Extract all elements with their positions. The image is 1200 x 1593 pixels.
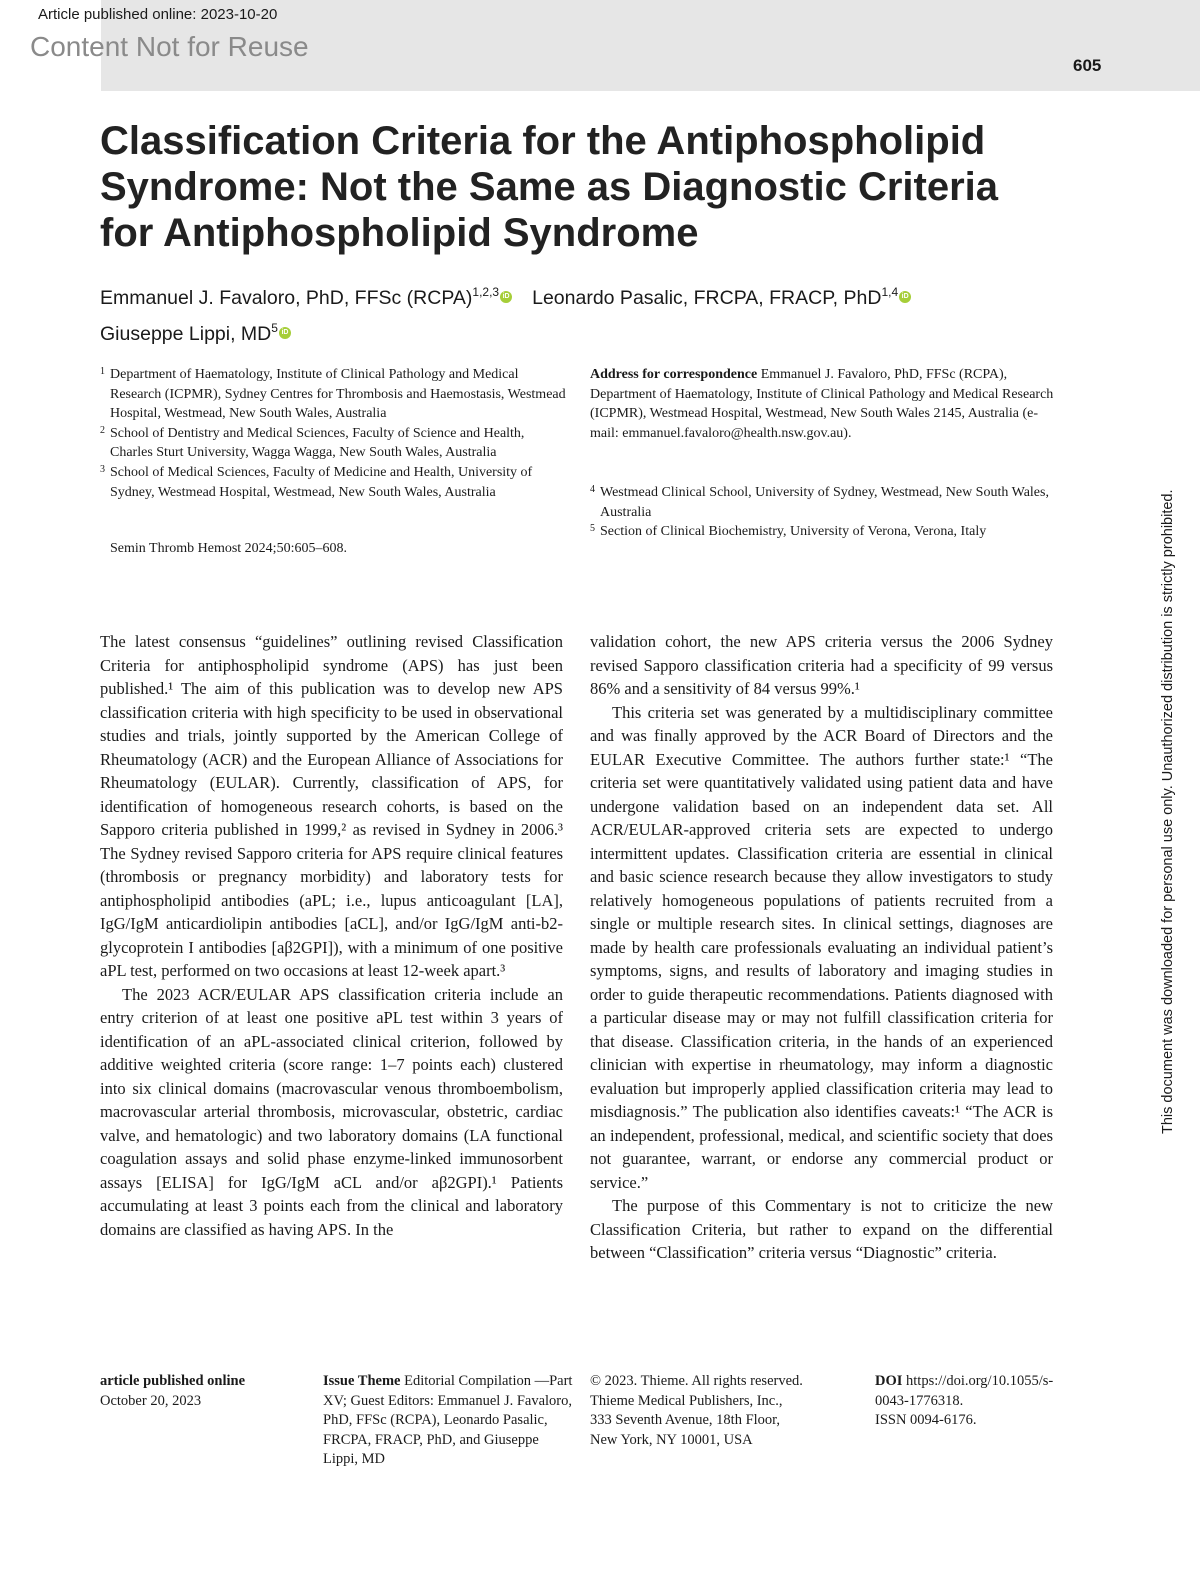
author-affil-ref: 1,4 (881, 285, 899, 299)
body-paragraph: The purpose of this Commentary is not to criticize the new Classification Criteria, but rather to expand on the differential between “Classification” criteria versus “Diagnostic” criteria. (590, 1196, 1053, 1262)
author-affil-ref: 5 (271, 321, 278, 335)
author-name: Emmanuel J. Favaloro, PhD, FFSc (RCPA) (100, 287, 473, 309)
author-name: Giuseppe Lippi, MD (100, 323, 272, 345)
footer-copyright: © 2023. Thieme. All rights reserved. Thieme Medical Publishers, Inc., 333 Seventh Avenue, 18th Floor, New York, NY 10001, USA (590, 1373, 803, 1448)
affiliation-item: 5 Section of Clinical Biochemistry, University of Verona, Verona, Italy (590, 523, 987, 540)
article-title: Classification Criteria for the Antiphospholipid Syndrome: Not the Same as Diagnostic Criteria for Antiphospholipid Syndrome (100, 119, 999, 255)
author-name: Leonardo Pasalic, FRCPA, FRACP, PhD (532, 287, 882, 309)
watermark-text: Content Not for Reuse (30, 31, 309, 62)
correspondence-label: Address for correspondence (590, 367, 758, 382)
body-paragraph: The latest consensus “guidelines” outlining revised Classification Criteria for antiphospholipid syndrome (APS) has just been published.¹ The aim of this publication was to develop new APS classification criteria with high specificity to be used in observational studies and trials, jointly supported by the American College of Rheumatology (ACR) and the European Alliance of Associations for Rheumatology (EULAR). Currently, classification of APS, for identification of homogeneous research cohorts, is based on the Sapporo criteria published in 1999,² as revised in Sydney in 2006.³ The Sydney revised Sapporo criteria for APS require clinical features (thrombosis or pregnancy morbidity) and laboratory tests for antiphospholipid antibodies (aPL; i.e., lupus anticoagulant [LA], IgG/IgM anticardiolipin antibodies [aCL], and/or IgG/IgM anti-b2-glycoprotein I antibodies [aβ2GPI]), with a minimum of one positive aPL test, performed on two occasions at least 12-week apart.³ (100, 632, 563, 980)
published-online-stamp: Article published online: 2023-10-20 (38, 6, 278, 23)
journal-citation: Semin Thromb Hemost 2024;50:605–608. (110, 541, 347, 556)
body-column-left (100, 630, 563, 1241)
affiliation-item: 4 Westmead Clinical School, University of Sydney, Westmead, New South Wales, Australia (590, 484, 1049, 520)
correspondence-text: Emmanuel J. Favaloro, PhD, FFSc (RCPA), Department of Haematology, Institute of Clinical Pathology and Medical Research (ICPMR), Westmead Hospital, Westmead, New South Wales 2145, Australia (e-mail: emmanuel.favaloro@health.nsw.gov.au). (590, 367, 1054, 441)
side-disclaimer: This document was downloaded for personal use only. Unauthorized distribution is strictly prohibited. (1160, 489, 1176, 1134)
body-column-right (590, 630, 1053, 1265)
doi-link[interactable]: https://doi.org/10.1055/s-0043-1776318. (875, 1373, 1054, 1409)
footer-issue-theme: Issue Theme Editorial Compilation —Part XV; Guest Editors: Emmanuel J. Favaloro, PhD, FFSc (RCPA), Leonardo Pasalic, FRCPA, FRACP, PhD, and Giuseppe Lippi, MD (323, 1373, 573, 1468)
body-paragraph: The 2023 ACR/EULAR APS classification criteria include an entry criterion of at least one positive aPL test within 3 years of identification of an aPL-associated clinical criterion, followed by additive weighted criteria (score range: 1–7 points each) clustered into six clinical domains (macrovascular venous thromboembolism, macrovascular arterial thrombosis, microvascular, obstetric, cardiac valve, and hematologic) and two laboratory domains (LA functional coagulation assays and solid phase enzyme-linked immunosorbent assays [ELISA] for IgG/IgM aCL and/or aβ2GPI).¹ Patients accumulating at least 3 points each from the clinical and laboratory domains are classified as having APS. In the (100, 984, 563, 1239)
orcid-icon[interactable]: iD (279, 327, 291, 339)
author-affil-ref: 1,2,3 (472, 285, 500, 299)
affiliations-right (590, 483, 1070, 542)
correspondence-address (590, 365, 1060, 443)
body-paragraph: This criteria set was generated by a multidisciplinary committee and was finally approved by the ACR Board of Directors and the EULAR Executive Committee. The authors further state:¹ “The criteria set were quantitatively validated using patient data and have undergone validation based on an independent data set. All ACR/EULAR-approved criteria sets are expected to undergo intermittent updates. Classification criteria are essential in clinical and basic science research because they allow investigators to study relatively homogeneous populations of patients recruited from a single or multiple research sites. In clinical settings, diagnoses are made by health care professionals evaluating an individual patient’s symptoms, signs, and results of laboratory and imaging studies in order to guide therapeutic recommendations. Patients diagnosed with a particular disease may or may not fulfill classification criteria for that disease. Classification criteria, in the hands of an experienced clinician with expertise in rheumatology, may inform a diagnostic evaluation but improperly applied classification criteria may lead to misdiagnosis.” The publication also identifies caveats:¹ “The ACR is an independent, professional, medical, and scientific society that does not guarantee, warrant, or endorse any commercial product or service.” (590, 702, 1053, 1192)
orcid-icon[interactable]: iD (500, 291, 512, 303)
footer-published: article published online October 20, 2023 (100, 1373, 246, 1409)
orcid-icon[interactable]: iD (899, 291, 911, 303)
affiliation-item: 2 School of Dentistry and Medical Sciences, Faculty of Science and Health, Charles Sturt University, Wagga Wagga, New South Wales, Australia (100, 424, 525, 461)
author-list (100, 277, 1000, 349)
affiliation-item: 1 Department of Haematology, Institute of Clinical Pathology and Medical Research (ICPMR), Sydney Centres for Thrombosis and Haemostasis, Westmead Hospital, Westmead, New South Wales, Australia (100, 366, 566, 422)
affiliations-left (100, 365, 570, 502)
body-paragraph: validation cohort, the new APS criteria versus the 2006 Sydney revised Sapporo classification criteria had a specificity of 99 versus 86% and a sensitivity of 84 versus 99%.¹ (590, 632, 1053, 698)
affiliation-item: 3 School of Medical Sciences, Faculty of Medicine and Health, University of Sydney, Westmead Hospital, Westmead, New South Wales, Australia (100, 463, 533, 500)
page-number: 605 (1073, 56, 1102, 75)
footer-doi: DOI https://doi.org/10.1055/s-0043-1776318. ISSN 0094-6176. (875, 1373, 1054, 1429)
